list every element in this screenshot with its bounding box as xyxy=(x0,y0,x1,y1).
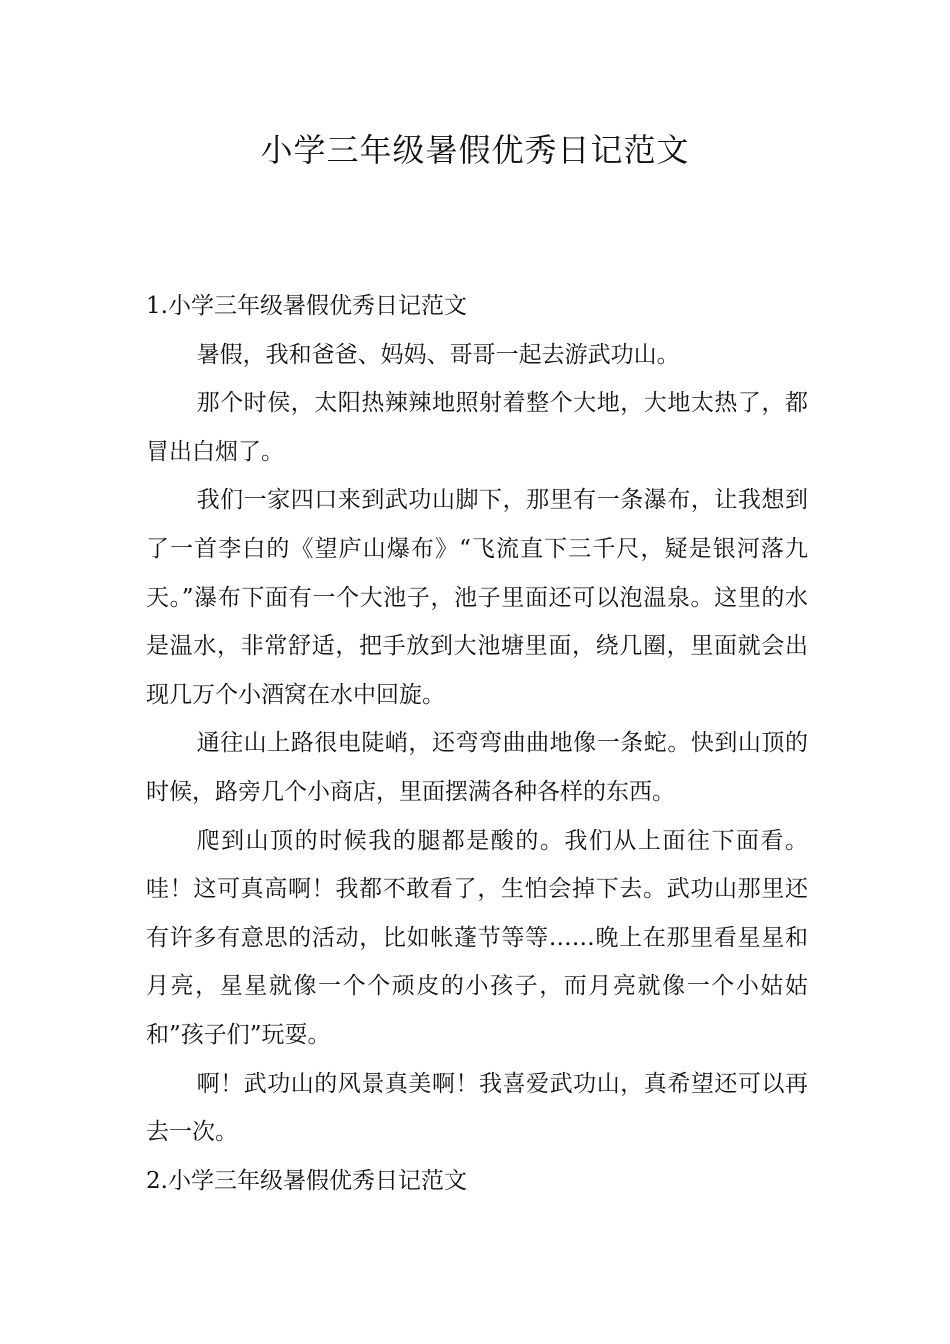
paragraph: 我们一家四口来到武功山脚下，那里有一条瀑布，让我想到了一首李白的《望庐山爆布》“飞流直下三千尺，疑是银河落九天。”瀑布下面有一个大池子，池子里面还可以泡温泉。这里的水是温水，非常舒适，把手放到大池塘里面，绕几圈，里面就会出现几万个小酒窝在水中回旋。 xyxy=(146,487,808,708)
section-heading-2: 2.小学三年级暑假优秀日记范文 xyxy=(146,1167,467,1194)
paragraph: 啊！武功山的风景真美啊！我喜爱武功山，真希望还可以再去一次。 xyxy=(146,1070,808,1146)
document-title: 小学三年级暑假优秀日记范文 xyxy=(260,131,690,169)
paragraph: 暑假，我和爸爸、妈妈、哥哥一起去游武功山。 xyxy=(196,341,680,368)
section-heading-1: 1.小学三年级暑假优秀日记范文 xyxy=(146,293,467,319)
document-body xyxy=(146,282,808,1205)
paragraph: 爬到山顶的时候我的腿都是酸的。我们从上面往下面看。哇！这可真高啊！我都不敢看了，生怕会掉下去。武功山那里还有许多有意思的活动，比如帐蓬节等等……晚上在那里看星星和月亮，星星就像一个个顽皮的小孩子，而月亮就像一个小姑姑和”孩子们”玩耍。 xyxy=(146,827,808,1048)
paragraph: 通往山上路很电陡峭，还弯弯曲曲地像一条蛇。快到山顶的时候，路旁几个小商店，里面摆满各种各样的东西。 xyxy=(146,730,808,805)
paragraph: 那个时侯，太阳热辣辣地照射着整个大地，大地太热了，都冒出白烟了。 xyxy=(146,390,808,465)
